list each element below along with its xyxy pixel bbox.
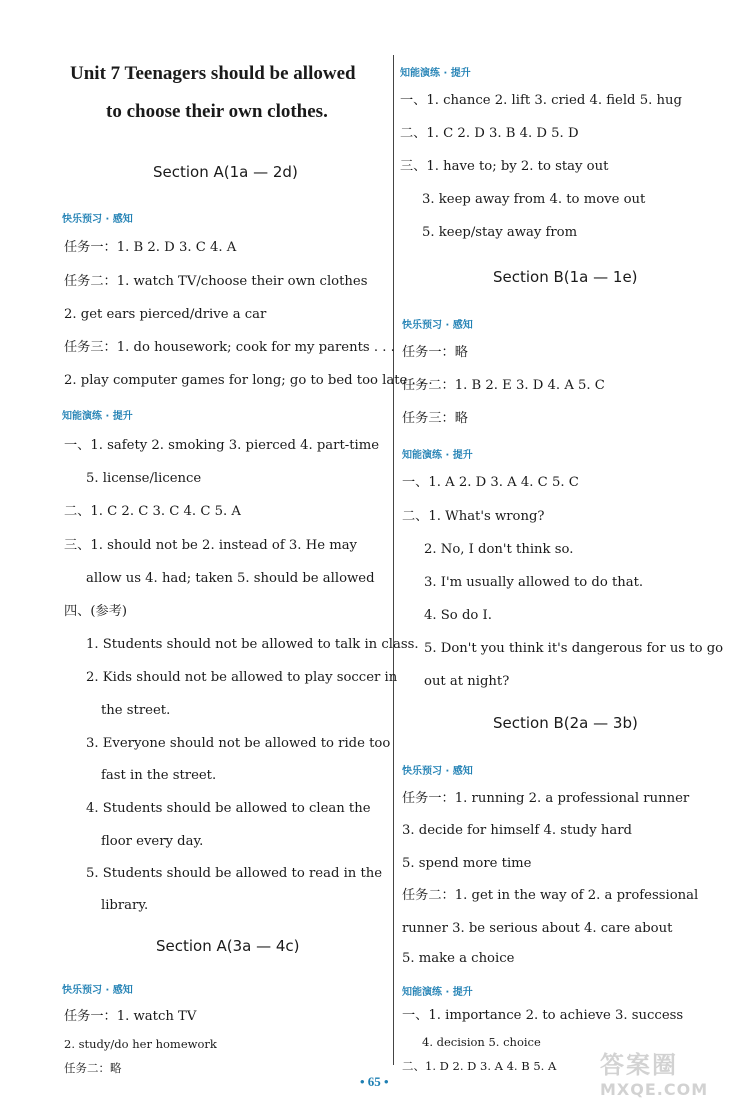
page-number: • 65 •: [360, 1074, 389, 1089]
answer-line: 5. spend more time: [402, 856, 532, 871]
column-divider: [393, 55, 394, 1065]
answer-line: 2. play computer games for long; go to bed too late . . .: [64, 373, 433, 388]
answer-line: 4. Students should be allowed to clean the: [86, 801, 371, 816]
answer-line: 三、1. have to; by 2. to stay out: [400, 159, 609, 174]
category-label: 知能演练 · 提升: [400, 68, 471, 79]
unit-title-line1: Unit 7 Teenagers should be allowed: [70, 63, 356, 84]
category-label: 快乐预习 · 感知: [402, 320, 473, 331]
answer-line: 2. get ears pierced/drive a car: [64, 307, 267, 322]
answer-line: 3. I'm usually allowed to do that.: [424, 575, 644, 590]
answer-line: 任务三：1. do housework; cook for my parents . . .: [64, 340, 395, 355]
answer-line: 任务二：略: [64, 1061, 122, 1075]
answer-line: fast in the street.: [101, 768, 217, 783]
answer-line: 任务二：1. watch TV/choose their own clothes: [64, 274, 368, 289]
category-label: 知能演练 · 提升: [62, 411, 133, 422]
answer-line: 任务三：略: [402, 411, 468, 426]
category-label: 知能演练 · 提升: [402, 450, 473, 461]
answer-line: 5. Don't you think it's dangerous for us to go: [424, 641, 724, 656]
answer-line: library.: [101, 898, 149, 913]
answer-line: 任务一：1. B 2. D 3. C 4. A: [64, 240, 237, 255]
answer-line: 3. keep away from 4. to move out: [422, 192, 646, 207]
answer-line: 四、(参考): [64, 604, 128, 619]
answer-line: 3. decide for himself 4. study hard: [402, 823, 632, 838]
answer-line: 4. decision 5. choice: [422, 1035, 541, 1049]
watermark-logo: [600, 1045, 740, 1100]
answer-line: 任务二：1. B 2. E 3. D 4. A 5. C: [402, 378, 605, 393]
answer-line: 2. study/do her homework: [64, 1037, 217, 1051]
answer-line: 二、1. C 2. D 3. B 4. D 5. D: [400, 126, 579, 141]
category-label: 快乐预习 · 感知: [62, 214, 133, 225]
category-label: 快乐预习 · 感知: [62, 985, 133, 996]
answer-line: allow us 4. had; taken 5. should be allowed: [86, 571, 375, 586]
watermark-text-top: 答案圈: [600, 1051, 678, 1079]
answer-line: 任务一：1. running 2. a professional runner: [402, 791, 690, 806]
answer-line: 二、1. What's wrong?: [402, 509, 545, 524]
answer-line: 一、1. chance 2. lift 3. cried 4. field 5. hug: [400, 93, 682, 108]
watermark-text-bottom: MXQE.COM: [600, 1080, 709, 1099]
answer-line: the street.: [101, 703, 171, 718]
answer-line: 3. Everyone should not be allowed to ride too: [86, 736, 391, 751]
answer-line: 二、1. D 2. D 3. A 4. B 5. A: [402, 1059, 557, 1073]
answer-line: 2. Kids should not be allowed to play soccer in: [86, 670, 398, 685]
answer-line: floor every day.: [101, 834, 204, 849]
category-label: 快乐预习 · 感知: [402, 766, 473, 777]
answer-line: 任务二：1. get in the way of 2. a professional: [402, 888, 699, 903]
answer-line: 5. keep/stay away from: [422, 225, 578, 240]
answer-line: 一、1. safety 2. smoking 3. pierced 4. part-time: [64, 438, 380, 453]
section-heading: Section A(3a — 4c): [156, 937, 300, 955]
answer-line: 二、1. C 2. C 3. C 4. C 5. A: [64, 504, 241, 519]
answer-line: out at night?: [424, 674, 510, 689]
unit-title-line2: to choose their own clothes.: [106, 101, 328, 122]
answer-line: 任务一：1. watch TV: [64, 1009, 197, 1024]
answer-line: 4. So do I.: [424, 608, 492, 623]
category-label: 知能演练 · 提升: [402, 987, 473, 998]
answer-line: 1. Students should not be allowed to talk in class.: [86, 637, 419, 652]
section-heading: Section B(2a — 3b): [493, 714, 638, 732]
answer-line: 5. Students should be allowed to read in the: [86, 866, 383, 881]
section-heading: Section B(1a — 1e): [493, 268, 638, 286]
section-heading: Section A(1a — 2d): [153, 163, 298, 181]
answer-line: 一、1. importance 2. to achieve 3. success: [402, 1008, 684, 1023]
answer-line: 一、1. A 2. D 3. A 4. C 5. C: [402, 475, 579, 490]
answer-line: 任务一：略: [402, 345, 468, 360]
answer-line: 三、1. should not be 2. instead of 3. He may: [64, 538, 358, 553]
answer-line: 2. No, I don't think so.: [424, 542, 574, 557]
answer-line: runner 3. be serious about 4. care about: [402, 921, 673, 936]
answer-line: 5. license/licence: [86, 471, 202, 486]
answer-line: 5. make a choice: [402, 951, 515, 966]
